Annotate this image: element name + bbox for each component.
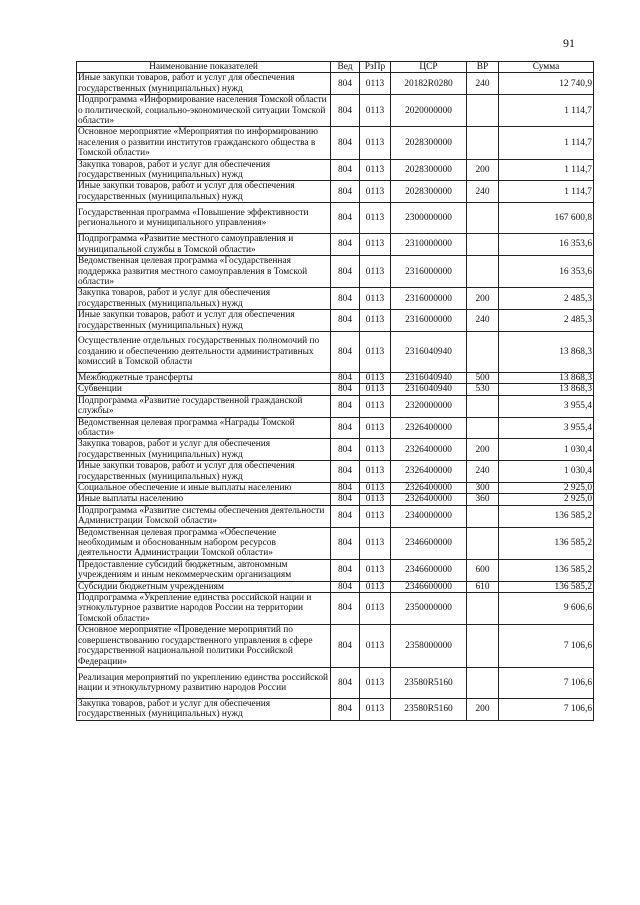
table-row	[77, 559, 594, 581]
cell-csr: 2310000000	[391, 234, 467, 256]
page-number: 91	[563, 36, 575, 50]
cell-indicator-name: Ведомственная целевая программа «Государственная поддержка развития местного самоуправления в Томской области»	[77, 256, 331, 288]
cell-ved: 804	[331, 417, 360, 439]
cell-sum: 1 114,7	[499, 127, 594, 159]
cell-vr	[467, 625, 499, 668]
cell-indicator-name: Подпрограмма «Укрепление единства российской нации и этнокультурное развитие народов России на территории Томской области»	[77, 593, 331, 625]
cell-rzpr: 0113	[360, 372, 391, 383]
cell-indicator-name: Субвенции	[77, 384, 331, 395]
cell-ved: 804	[331, 461, 360, 483]
table-row	[77, 625, 594, 668]
table-row	[77, 439, 594, 461]
table-row	[77, 527, 594, 559]
cell-rzpr: 0113	[360, 127, 391, 159]
cell-ved: 804	[331, 593, 360, 625]
cell-sum: 2 485,3	[499, 310, 594, 332]
table-row	[77, 73, 594, 95]
header-vr: ВР	[467, 62, 499, 73]
table-row	[77, 494, 594, 505]
cell-rzpr: 0113	[360, 527, 391, 559]
cell-sum: 1 114,7	[499, 159, 594, 181]
cell-sum: 12 740,9	[499, 73, 594, 95]
cell-rzpr: 0113	[360, 494, 391, 505]
cell-vr	[467, 95, 499, 127]
cell-rzpr: 0113	[360, 95, 391, 127]
cell-indicator-name: Иные закупки товаров, работ и услуг для обеспечения государственных (муниципальных) нужд	[77, 310, 331, 332]
cell-csr: 2316000000	[391, 310, 467, 332]
cell-vr: 530	[467, 384, 499, 395]
table-row	[77, 181, 594, 203]
table-row	[77, 256, 594, 288]
cell-vr: 200	[467, 288, 499, 310]
cell-csr: 23580R5160	[391, 698, 467, 720]
cell-indicator-name: Основное мероприятие «Проведение мероприятий по совершенствованию государственного управления в сфере государственной национальной политики Российской Федерации»	[77, 625, 331, 668]
cell-rzpr: 0113	[360, 203, 391, 234]
cell-sum: 2 925,0	[499, 483, 594, 494]
cell-sum: 13 868,3	[499, 384, 594, 395]
cell-vr	[467, 417, 499, 439]
cell-sum: 9 606,6	[499, 593, 594, 625]
cell-indicator-name: Закупка товаров, работ и услуг для обеспечения государственных (муниципальных) нужд	[77, 439, 331, 461]
cell-sum: 1 114,7	[499, 181, 594, 203]
cell-sum: 136 585,2	[499, 581, 594, 592]
table-row	[77, 159, 594, 181]
cell-indicator-name: Иные закупки товаров, работ и услуг для обеспечения государственных (муниципальных) нужд	[77, 181, 331, 203]
cell-rzpr: 0113	[360, 439, 391, 461]
table-row	[77, 372, 594, 383]
cell-ved: 804	[331, 95, 360, 127]
cell-sum: 2 925,0	[499, 494, 594, 505]
cell-ved: 804	[331, 331, 360, 372]
cell-indicator-name: Государственная программа «Повышение эффективности регионального и муниципального управления»	[77, 203, 331, 234]
cell-csr: 2020000000	[391, 95, 467, 127]
cell-ved: 804	[331, 483, 360, 494]
table-row	[77, 384, 594, 395]
cell-ved: 804	[331, 581, 360, 592]
cell-indicator-name: Предоставление субсидий бюджетным, автономным учреждениям и иным некоммерческим организациям	[77, 559, 331, 581]
cell-indicator-name: Ведомственная целевая программа «Награды Томской области»	[77, 417, 331, 439]
cell-ved: 804	[331, 203, 360, 234]
cell-csr: 2350000000	[391, 593, 467, 625]
cell-vr: 200	[467, 159, 499, 181]
table-row	[77, 698, 594, 720]
cell-rzpr: 0113	[360, 483, 391, 494]
cell-vr	[467, 527, 499, 559]
cell-indicator-name: Иные закупки товаров, работ и услуг для обеспечения государственных (муниципальных) нужд	[77, 461, 331, 483]
cell-vr: 610	[467, 581, 499, 592]
cell-indicator-name: Подпрограмма «Информирование населения Томской области о политической, социально-экономической ситуации Томской области»	[77, 95, 331, 127]
cell-rzpr: 0113	[360, 559, 391, 581]
table-row	[77, 581, 594, 592]
cell-rzpr: 0113	[360, 593, 391, 625]
cell-rzpr: 0113	[360, 667, 391, 698]
cell-rzpr: 0113	[360, 159, 391, 181]
table-row	[77, 95, 594, 127]
cell-csr: 2326400000	[391, 417, 467, 439]
header-ved: Вед	[331, 62, 360, 73]
cell-rzpr: 0113	[360, 395, 391, 417]
cell-ved: 804	[331, 256, 360, 288]
cell-sum: 167 600,8	[499, 203, 594, 234]
cell-rzpr: 0113	[360, 234, 391, 256]
cell-indicator-name: Субсидии бюджетным учреждениям	[77, 581, 331, 592]
cell-csr: 2326400000	[391, 483, 467, 494]
cell-vr	[467, 234, 499, 256]
cell-ved: 804	[331, 372, 360, 383]
cell-csr: 2320000000	[391, 395, 467, 417]
cell-indicator-name: Закупка товаров, работ и услуг для обеспечения государственных (муниципальных) нужд	[77, 698, 331, 720]
cell-vr: 240	[467, 181, 499, 203]
cell-vr: 240	[467, 73, 499, 95]
cell-csr: 2346600000	[391, 527, 467, 559]
cell-sum: 2 485,3	[499, 288, 594, 310]
cell-indicator-name: Закупка товаров, работ и услуг для обеспечения государственных (муниципальных) нужд	[77, 159, 331, 181]
cell-indicator-name: Иные выплаты населению	[77, 494, 331, 505]
cell-vr	[467, 127, 499, 159]
cell-indicator-name: Социальное обеспечение и иные выплаты населению	[77, 483, 331, 494]
table-row	[77, 234, 594, 256]
table-row	[77, 203, 594, 234]
header-rzpr: РзПр	[360, 62, 391, 73]
table-row	[77, 593, 594, 625]
table-body	[77, 73, 594, 720]
table-row	[77, 505, 594, 527]
cell-vr: 300	[467, 483, 499, 494]
cell-csr: 2316040940	[391, 331, 467, 372]
cell-csr: 2346600000	[391, 559, 467, 581]
cell-vr	[467, 505, 499, 527]
cell-rzpr: 0113	[360, 256, 391, 288]
cell-rzpr: 0113	[360, 73, 391, 95]
cell-csr: 2316040940	[391, 372, 467, 383]
table-row	[77, 331, 594, 372]
cell-ved: 804	[331, 667, 360, 698]
cell-rzpr: 0113	[360, 625, 391, 668]
cell-indicator-name: Реализация мероприятий по укреплению единства российской нации и этнокультурному развитию народов России	[77, 667, 331, 698]
cell-sum: 16 353,6	[499, 234, 594, 256]
header-row	[77, 62, 594, 73]
table-header	[77, 62, 594, 73]
cell-ved: 804	[331, 288, 360, 310]
cell-vr	[467, 203, 499, 234]
cell-ved: 804	[331, 234, 360, 256]
cell-sum: 7 106,6	[499, 625, 594, 668]
cell-vr: 200	[467, 698, 499, 720]
cell-indicator-name: Ведомственная целевая программа «Обеспечение необходимым и обоснованным набором ресурсов деятельности Администрации Томской области»	[77, 527, 331, 559]
table-row	[77, 461, 594, 483]
cell-csr: 23580R5160	[391, 667, 467, 698]
cell-sum: 13 868,3	[499, 372, 594, 383]
cell-ved: 804	[331, 310, 360, 332]
cell-ved: 804	[331, 527, 360, 559]
cell-indicator-name: Подпрограмма «Развитие местного самоуправления и муниципальной службы в Томской области»	[77, 234, 331, 256]
cell-rzpr: 0113	[360, 417, 391, 439]
cell-sum: 136 585,2	[499, 505, 594, 527]
cell-sum: 7 106,6	[499, 698, 594, 720]
cell-sum: 3 955,4	[499, 417, 594, 439]
cell-sum: 7 106,6	[499, 667, 594, 698]
cell-indicator-name: Подпрограмма «Развитие государственной гражданской службы»	[77, 395, 331, 417]
cell-vr	[467, 593, 499, 625]
cell-rzpr: 0113	[360, 331, 391, 372]
cell-vr: 600	[467, 559, 499, 581]
cell-sum: 136 585,2	[499, 527, 594, 559]
cell-vr	[467, 331, 499, 372]
cell-vr: 200	[467, 439, 499, 461]
cell-ved: 804	[331, 159, 360, 181]
cell-csr: 2326400000	[391, 439, 467, 461]
cell-csr: 2028300000	[391, 159, 467, 181]
cell-ved: 804	[331, 698, 360, 720]
cell-rzpr: 0113	[360, 181, 391, 203]
cell-vr: 240	[467, 461, 499, 483]
cell-ved: 804	[331, 73, 360, 95]
cell-rzpr: 0113	[360, 698, 391, 720]
header-sum: Сумма	[499, 62, 594, 73]
cell-vr: 500	[467, 372, 499, 383]
cell-csr: 2326400000	[391, 494, 467, 505]
cell-vr	[467, 667, 499, 698]
cell-rzpr: 0113	[360, 384, 391, 395]
cell-sum: 13 868,3	[499, 331, 594, 372]
cell-csr: 2358000000	[391, 625, 467, 668]
cell-csr: 2316040940	[391, 384, 467, 395]
table-row	[77, 395, 594, 417]
cell-ved: 804	[331, 181, 360, 203]
cell-csr: 20182R0280	[391, 73, 467, 95]
cell-rzpr: 0113	[360, 461, 391, 483]
cell-indicator-name: Иные закупки товаров, работ и услуг для обеспечения государственных (муниципальных) нужд	[77, 73, 331, 95]
table-row	[77, 310, 594, 332]
cell-rzpr: 0113	[360, 581, 391, 592]
table-row	[77, 483, 594, 494]
cell-vr	[467, 395, 499, 417]
table-row	[77, 288, 594, 310]
cell-indicator-name: Основное мероприятие «Мероприятия по информированию населения о развитии институтов гражданского общества в Томской области»	[77, 127, 331, 159]
cell-indicator-name: Закупка товаров, работ и услуг для обеспечения государственных (муниципальных) нужд	[77, 288, 331, 310]
cell-ved: 804	[331, 395, 360, 417]
cell-vr: 240	[467, 310, 499, 332]
cell-indicator-name: Межбюджетные трансферты	[77, 372, 331, 383]
cell-csr: 2326400000	[391, 461, 467, 483]
cell-csr: 2346600000	[391, 581, 467, 592]
cell-ved: 804	[331, 439, 360, 461]
cell-sum: 1 030,4	[499, 439, 594, 461]
header-indicator-name: Наименование показателей	[77, 62, 331, 73]
cell-vr	[467, 256, 499, 288]
cell-sum: 3 955,4	[499, 395, 594, 417]
cell-ved: 804	[331, 505, 360, 527]
cell-sum: 16 353,6	[499, 256, 594, 288]
cell-csr: 2316000000	[391, 288, 467, 310]
cell-ved: 804	[331, 625, 360, 668]
cell-ved: 804	[331, 384, 360, 395]
cell-sum: 1 030,4	[499, 461, 594, 483]
table-row	[77, 417, 594, 439]
cell-indicator-name: Подпрограмма «Развитие системы обеспечения деятельности Администрации Томской области»	[77, 505, 331, 527]
budget-table	[76, 61, 594, 721]
cell-ved: 804	[331, 127, 360, 159]
cell-csr: 2028300000	[391, 127, 467, 159]
cell-indicator-name: Осуществление отдельных государственных полномочий по созданию и обеспечению деятельности административных комиссий в Томской области	[77, 331, 331, 372]
cell-rzpr: 0113	[360, 310, 391, 332]
cell-ved: 804	[331, 494, 360, 505]
cell-sum: 1 114,7	[499, 95, 594, 127]
table-row	[77, 667, 594, 698]
cell-sum: 136 585,2	[499, 559, 594, 581]
cell-vr: 360	[467, 494, 499, 505]
cell-csr: 2340000000	[391, 505, 467, 527]
cell-ved: 804	[331, 559, 360, 581]
cell-csr: 2316000000	[391, 256, 467, 288]
table-row	[77, 127, 594, 159]
cell-rzpr: 0113	[360, 505, 391, 527]
cell-csr: 2300000000	[391, 203, 467, 234]
cell-csr: 2028300000	[391, 181, 467, 203]
header-csr: ЦСР	[391, 62, 467, 73]
cell-rzpr: 0113	[360, 288, 391, 310]
